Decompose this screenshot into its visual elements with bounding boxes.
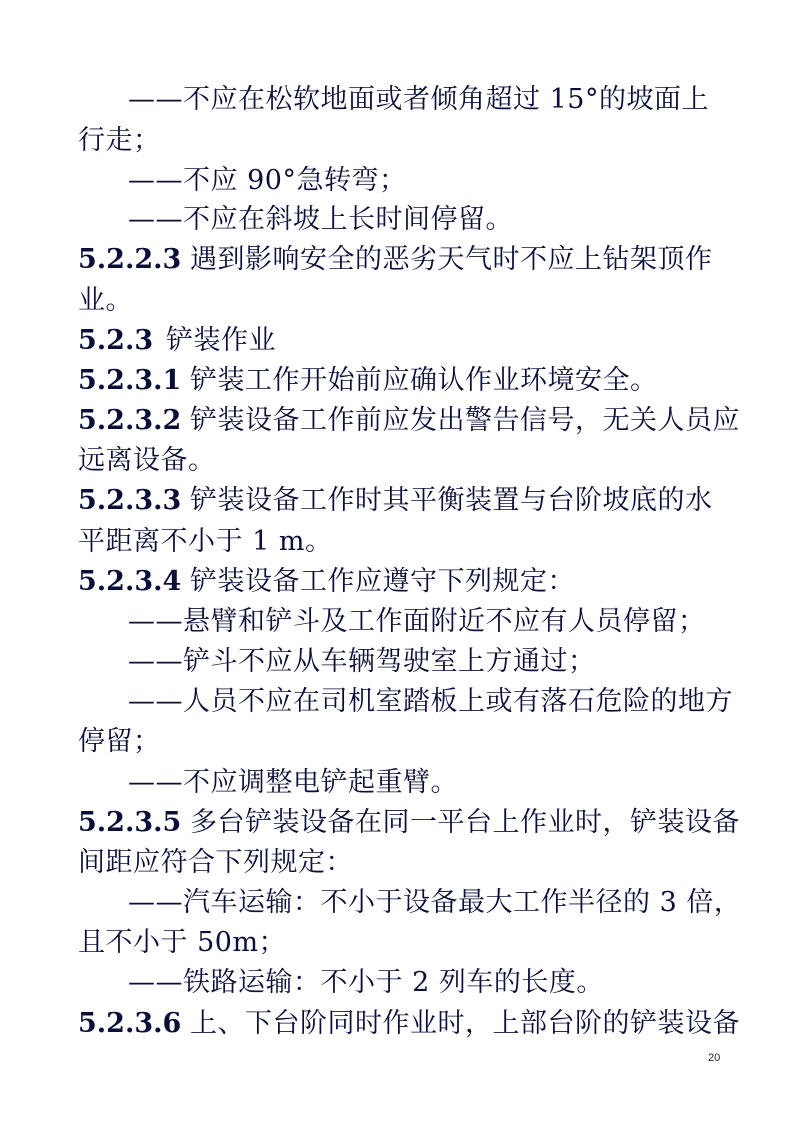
clause-number: 5.2.3.1 (78, 365, 182, 396)
clause-line: 5.2.3.2 铲装设备工作前应发出警告信号，无关人员应 (78, 405, 740, 436)
text-line: ——铲斗不应从车辆驾驶室上方通过； (128, 646, 596, 677)
text-line: ——不应 90°急转弯； (128, 165, 407, 196)
clause-line: 5.2.3.6 上、下台阶同时作业时，上部台阶的铲装设备 (78, 1008, 740, 1039)
clause-number: 5.2.3.2 (78, 405, 182, 436)
clause-line: 5.2.3.4 铲装设备工作应遵守下列规定： (78, 566, 575, 597)
clause-number: 5.2.3.3 (78, 485, 182, 516)
text-line: 停留； (78, 726, 161, 757)
page-number: 20 (708, 1052, 721, 1064)
text-line: ——不应在斜坡上长时间停留。 (128, 204, 513, 235)
clause-line: 5.2.2.3 遇到影响安全的恶劣天气时不应上钻架顶作 (78, 244, 713, 275)
clause-number: 5.2.3 (78, 325, 154, 356)
text-line: 间距应符合下列规定： (78, 847, 353, 878)
text-line: 且不小于 50m； (78, 927, 287, 958)
text-line: ——不应调整电铲起重臂。 (128, 767, 458, 798)
text-line: 业。 (78, 285, 133, 316)
section-heading: 5.2.3 铲装作业 (78, 325, 276, 356)
text-line: ——不应在松软地面或者倾角超过 15°的坡面上 (128, 84, 709, 115)
clause-number: 5.2.2.3 (78, 244, 182, 275)
clause-line: 5.2.3.1 铲装工作开始前应确认作业环境安全。 (78, 365, 658, 396)
text-line: ——悬臂和铲斗及工作面附近不应有人员停留； (128, 606, 706, 637)
clause-line: 5.2.3.5 多台铲装设备在同一平台上作业时，铲装设备 (78, 807, 740, 838)
text-line: 平距离不小于 1 m。 (78, 526, 333, 557)
text-line: ——汽车运输：不小于设备最大工作半径的 3 倍， (128, 887, 742, 918)
clause-line: 5.2.3.3 铲装设备工作时其平衡装置与台阶坡底的水 (78, 485, 713, 516)
text-line: 行走； (78, 125, 161, 156)
text-line: ——铁路运输：不小于 2 列车的长度。 (128, 967, 604, 998)
clause-number: 5.2.3.4 (78, 566, 182, 597)
clause-number: 5.2.3.5 (78, 807, 182, 838)
text-line: 远离设备。 (78, 445, 216, 476)
clause-number: 5.2.3.6 (78, 1008, 182, 1039)
text-line: ——人员不应在司机室踏板上或有落石危险的地方 (128, 686, 733, 717)
